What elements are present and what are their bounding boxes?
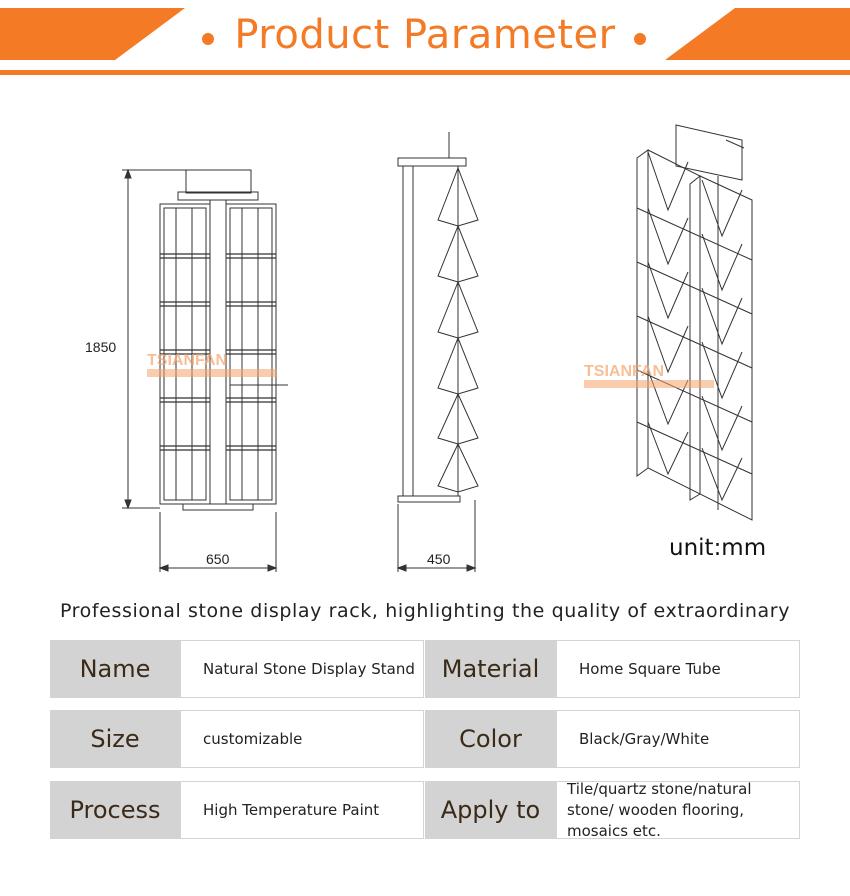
param-value: Black/Gray/White <box>556 710 800 768</box>
technical-drawings <box>0 80 850 590</box>
param-key: Color <box>425 710 556 768</box>
side-width-label: 450 <box>427 551 451 567</box>
param-key: Name <box>50 640 180 698</box>
param-key: Process <box>50 781 180 839</box>
param-value: Home Square Tube <box>556 640 800 698</box>
param-value: Tile/quartz stone/natural stone/ wooden flooring, mosaics etc. <box>556 781 800 839</box>
param-value: High Temperature Paint <box>180 781 424 839</box>
front-width-label: 650 <box>206 551 230 567</box>
param-value: Natural Stone Display Stand <box>180 640 424 698</box>
watermark-brand-perspective: TSIANFAN <box>584 363 664 380</box>
param-value: customizable <box>180 710 424 768</box>
side-view-drawing <box>398 132 478 572</box>
header-banner <box>0 0 850 80</box>
param-key: Size <box>50 710 180 768</box>
product-tagline: Professional stone display rack, highlighting the quality of extraordinary <box>59 600 791 622</box>
parameter-row <box>50 781 800 841</box>
perspective-view-drawing <box>637 125 752 520</box>
parameter-row <box>50 710 800 770</box>
height-dimension-label: 1850 <box>85 339 117 355</box>
param-key: Apply to <box>425 781 556 839</box>
page-title: Product Parameter <box>234 12 616 58</box>
parameter-row <box>50 640 800 700</box>
param-key: Material <box>425 640 556 698</box>
watermark-brand-front: TSIANFAN <box>147 352 227 369</box>
unit-label: unit:mm <box>669 535 767 561</box>
